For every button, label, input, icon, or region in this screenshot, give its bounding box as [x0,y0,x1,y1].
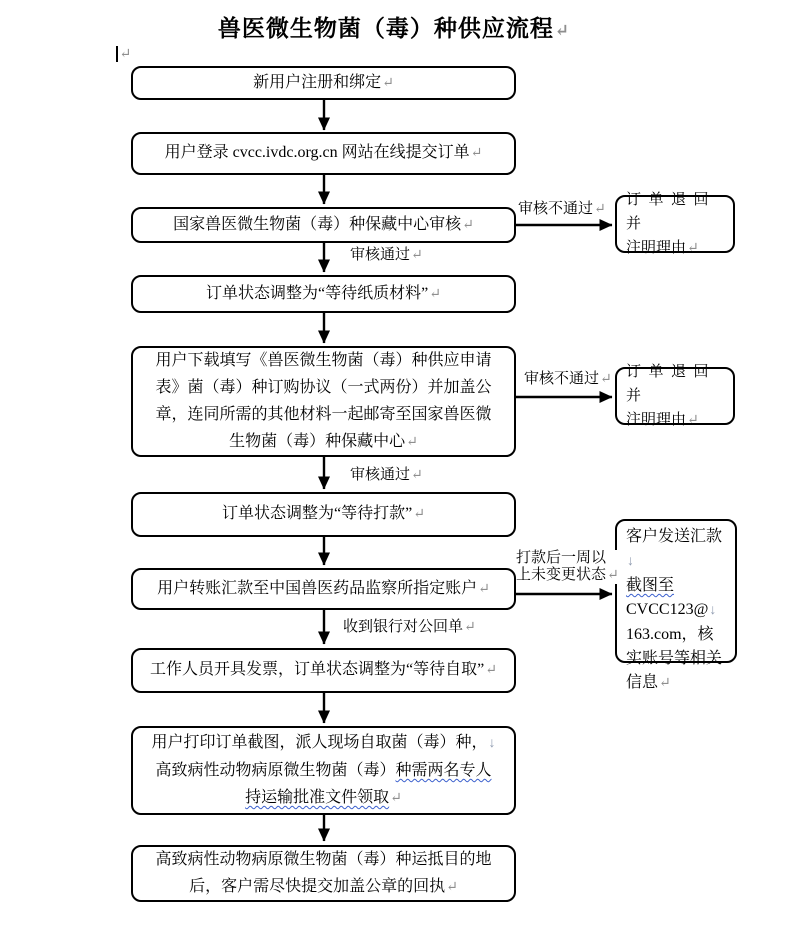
receipt-line-1: 高致病性动物病原微生物菌（毒）种运抵目的地 [155,851,492,868]
page-title-text: 兽医微生物菌（毒）种供应流程 [217,16,554,41]
paragraph-mark: ↵ [554,21,571,40]
flow-box-login-label: 用户登录 cvcc.ivdc.org.cn 网站在线提交订单 [164,144,470,161]
edge-label-bank-receipt-text: 收到银行对公回单 [343,619,464,635]
flow-box-wait-paper-label: 订单状态调整为“等待纸质材料” [206,284,429,302]
flow-box-transfer-label: 用户转账汇款至中国兽医药品监察所指定账户 [157,579,478,597]
pickup-line-2: 高致病性动物病原微生物菌（毒） [155,762,396,779]
reject1-line-2: 注明理由 [626,239,687,256]
paragraph-mark: ↵ [446,880,458,895]
paragraph-mark: ↵ [687,412,699,428]
remit-line-6: 信息 [626,674,659,691]
remit-line-5: 实账号等相关 [626,650,723,667]
side-box-remit-info[interactable] [615,519,737,691]
flow-box-register-label: 新用户注册和绑定 [253,73,382,91]
paragraph-mark: ↵ [411,248,423,263]
side-box-reject-2[interactable] [615,363,735,428]
paragraph-mark: ↵ [594,202,606,217]
paragraph-mark: ↵ [411,468,423,483]
paragraph-mark: ↵ [607,568,619,583]
paragraph-mark: ↵ [413,507,425,522]
mail-line-4: 生物菌（毒）种保藏中心 [229,433,406,450]
remit-line-4: 163.com，核 [626,626,714,643]
edge-label-approve-1-text: 审核通过 [350,247,411,263]
text-cursor [116,46,131,63]
remit-line-2-underlined: 截图至 [626,577,675,594]
flow-box-pickup[interactable] [131,726,516,815]
line-break-mark: ↓ [627,554,634,569]
paragraph-mark: ↵ [687,240,699,256]
paragraph-mark: ↵ [659,676,671,691]
mail-line-3: 章，连同所需的其他材料一起邮寄至国家兽医微 [155,406,492,423]
mail-line-2: 表》菌（毒）种订购协议（一式两份）并加盖公 [155,379,492,396]
paragraph-mark: ↵ [382,75,394,91]
edge-label-reject-2 [524,371,612,388]
paragraph-mark: ↵ [119,47,132,62]
paragraph-mark: ↵ [485,663,497,678]
flow-box-wait-paper[interactable] [131,275,516,313]
edge-label-payment-pending [516,550,619,584]
side-box-reject-1[interactable] [615,191,735,256]
paragraph-mark: ↵ [464,620,476,635]
edge-label-approve-2-text: 审核通过 [350,467,411,483]
page-title [0,10,788,43]
paragraph-mark: ↵ [470,146,483,161]
flow-box-review-label: 国家兽医微生物菌（毒）种保藏中心审核 [173,215,462,233]
payment-pending-line-1: 打款后一周以 [516,550,607,566]
flow-box-wait-payment-label: 订单状态调整为“等待打款” [222,505,413,522]
pickup-line-2-underlined: 种需两名专人 [395,762,492,779]
flow-box-invoice-label: 工作人员开具发票，订单状态调整为“等待自取” [150,661,485,678]
reject2-line-1: 订单退回并 [626,363,717,404]
flow-box-invoice[interactable] [131,648,516,693]
edge-label-reject-2-text: 审核不通过 [524,371,600,387]
reject1-line-1: 订单退回并 [626,191,717,232]
flow-box-transfer[interactable] [131,568,516,610]
paragraph-mark: ↵ [478,581,490,597]
flow-box-receipt[interactable] [131,845,516,902]
edge-label-reject-1 [518,201,606,218]
edge-label-reject-1-text: 审核不通过 [518,201,594,217]
flow-box-wait-payment[interactable] [131,492,516,537]
line-break-mark: ↓ [488,736,496,751]
flow-box-review[interactable] [131,207,516,243]
paragraph-mark: ↵ [600,372,612,387]
reject2-line-2: 注明理由 [626,411,687,428]
flow-box-login[interactable] [131,132,516,175]
payment-pending-line-2: 上未变更状态 [516,567,607,583]
pickup-line-1: 用户打印订单截图，派人现场自取菌（毒）种， [151,734,488,751]
pickup-line-3-underlined: 持运输批准文件领取 [245,789,390,806]
remit-line-3: CVCC123@ [626,601,709,618]
remit-line-1: 客户发送汇款 [626,528,723,545]
edge-label-bank-receipt [343,619,476,636]
line-break-mark: ↓ [709,603,717,618]
paragraph-mark: ↵ [429,286,441,302]
mail-line-1: 用户下载填写《兽医微生物菌（毒）种供应申请 [155,352,492,369]
edge-label-approve-2 [350,467,423,484]
paragraph-mark: ↵ [462,217,474,233]
edge-label-approve-1 [350,247,423,264]
paragraph-mark: ↵ [390,791,402,806]
flow-box-mail-materials[interactable] [131,346,516,457]
flow-box-register[interactable] [131,66,516,100]
caret [116,46,118,62]
paragraph-mark: ↵ [406,435,418,450]
receipt-line-2: 后，客户需尽快提交加盖公章的回执 [189,878,446,895]
